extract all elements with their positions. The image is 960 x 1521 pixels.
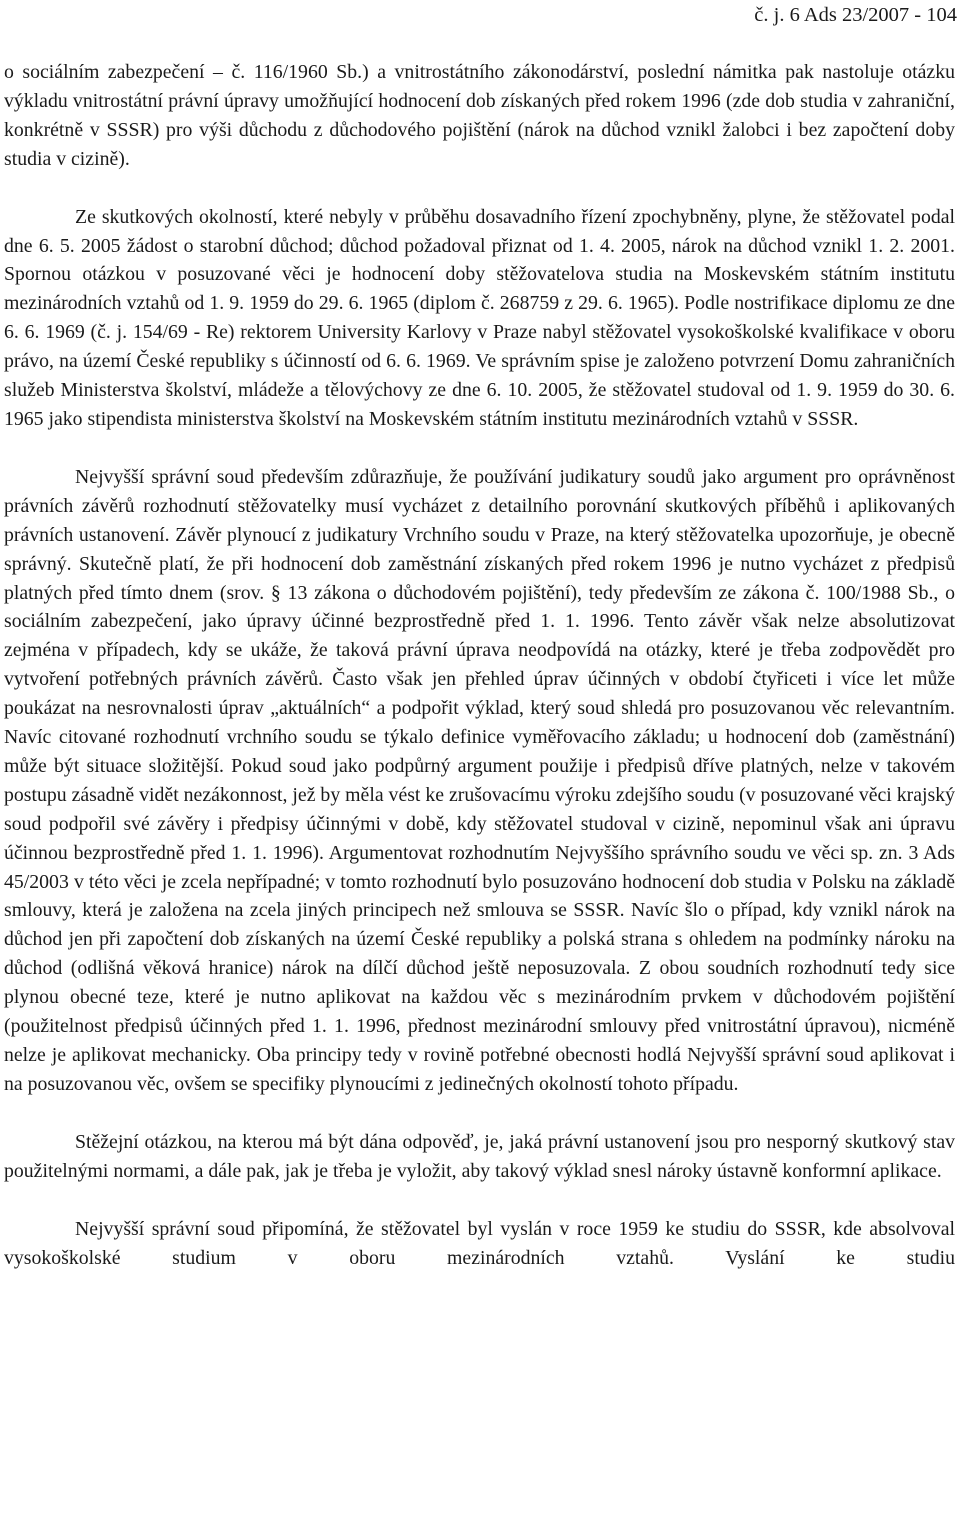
paragraph-gap [4,1099,955,1128]
paragraph-gap [4,1186,955,1215]
paragraph-gap [4,434,955,463]
case-number-header: č. j. 6 Ads 23/2007 - 104 [754,4,957,26]
paragraph-5: Nejvyšší správní soud připomíná, že stěžovatel byl vyslán v roce 1959 ke studiu do SSSR, kde absolvoval vysokoškolské studium v oboru mezinárodních vztahů. Vyslání ke studiu [4,1217,955,1269]
paragraph-4: Stěžejní otázkou, na kterou má být dána odpověď, je, jaká právní ustanovení jsou pro nesporný skutkový stav použitelnými normami, a dále pak, jak je třeba je vyložit, aby takový výklad snesl nároky ústavně konformní aplikace. [4,1130,955,1182]
paragraph-1: o sociálním zabezpečení – č. 116/1960 Sb.) a vnitrostátního zákonodárství, poslední námitka pak nastoluje otázku výkladu vnitrostátní právní úpravy umožňující hodnocení dob získaných před rokem 1996 (zde dob studia v zahraniční, konkrétně v SSSR) pro výši důchodu z důchodového pojištění (nárok na důchod vznikl žalobci i bez započtení doby studia v cizině). [4,61,955,170]
paragraph-gap [4,174,955,203]
document-page [4,0,955,1272]
paragraph-2: Ze skutkových okolností, které nebyly v průběhu dosavadního řízení zpochybněny, plyne, že stěžovatel podal dne 6. 5. 2005 žádost o starobní důchod; důchod požadoval přiznat od 1. 4. 2005, nárok na důchod vznikl 1. 2. 2001. Spornou otázkou v posuzované věci je hodnocení doby stěžovatelova studia na Moskevském státním institutu mezinárodních vztahů od 1. 9. 1959 do 29. 6. 1965 (diplom č. 268759 z 29. 6. 1965). Podle nostrifikace diplomu ze dne 6. 6. 1969 (č. j. 154/69 - Re) rektorem University Karlovy v Praze nabyl stěžovatel vysokoškolské kvalifikace v oboru právo, na území České republiky s účinností od 6. 6. 1969. Ve správním spise je založeno potvrzení Domu zahraničních služeb Ministerstva školství, mládeže a tělovýchovy ze dne 6. 10. 2005, že stěžovatel studoval od 1. 9. 1959 do 30. 6. 1965 jako stipendista ministerstva školství na Moskevském státním institutu mezinárodních vztahů v SSSR. [4,205,955,430]
paragraph-3: Nejvyšší správní soud především zdůrazňuje, že používání judikatury soudů jako argument pro oprávněnost právních závěrů rozhodnutí stěžovatelky musí vycházet z detailního porovnání skutkových příběhů i aplikovaných právních ustanovení. Závěr plynoucí z judikatury Vrchního soudu v Praze, na který stěžovatelka upozorňuje, je obecně správný. Skutečně platí, že při hodnocení dob zaměstnání získaných před rokem 1996 je nutno vycházet z předpisů platných před tímto dnem (srov. § 13 zákona o důchodovém pojištění), tedy především ze zákona č. 100/1988 Sb., o sociálním zabezpečení, jako úpravy účinné bezprostředně před 1. 1. 1996. Tento závěr však nelze absolutizovat zejména v případech, kdy se ukáže, že taková právní úprava neodpovídá na otázky, které je třeba zodpovědět pro vytvoření potřebných právních závěrů. Často však jen přehled úprav účinných v období čtyřiceti i více let může poukázat na nesrovnalosti úprav „aktuálních“ a podpořit výklad, který soud shledá pro posuzovanou věc relevantním. Navíc citované rozhodnutí vrchního soudu se týkalo definice vyměřovacího základu; u hodnocení dob (zaměstnání) může být situace složitější. Pokud soud jako podpůrný argument použije i předpisů dříve platných, nelze v takovém postupu zásadně vidět nezákonnost, jež by měla vést ke zrušovacímu výroku zdejšího soudu (v posuzované věci krajský soud podpořil své závěry i předpisy účinnými v době, kdy stěžovatel studoval v cizině, nepominul však ani úpravu účinnou bezprostředně před 1. 1. 1996). Argumentovat rozhodnutím Nejvyššího správního soudu ve věci sp. zn. 3 Ads 45/2003 v této věci je zcela nepřípadné; v tomto rozhodnutí bylo posuzováno hodnocení dob studia v Polsku na základě smlouvy, která je založena na zcela jiných principech než smlouva se SSSR. Navíc šlo o případ, kdy vznikl nárok na důchod jen při započtení dob získaných na území České republiky a polská strana s ohledem na podmínky nároku na důchod (odlišná věková hranice) nárok na dílčí důchod ještě neposuzovala. Z obou soudních rozhodnutí tedy sice plynou obecné teze, které je nutno aplikovat na každou věc s mezinárodním prvkem v důchodovém pojištění (použitelnost předpisů účinných před 1. 1. 1996, přednost mezinárodní smlouvy před vnitrostátní úpravou), nicméně nelze je aplikovat mechanicky. Oba principy tedy v rovině potřebné obecnosti hodlá Nejvyšší správní soud aplikovat i na posuzovanou věc, ovšem se specifiky plynoucími z jedinečných okolností tohoto případu. [4,465,955,1095]
